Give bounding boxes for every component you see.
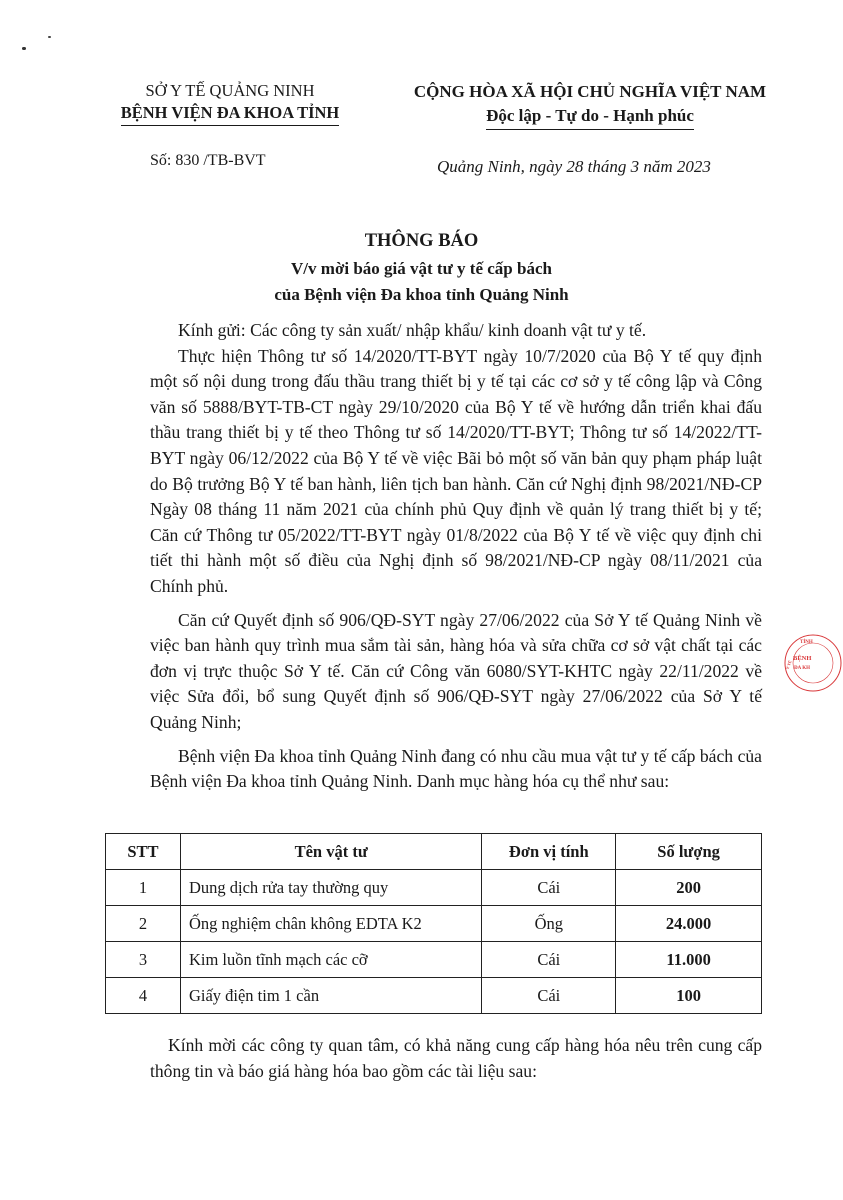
table-row (106, 870, 762, 906)
country-name: CỘNG HÒA XÃ HỘI CHỦ NGHĨA VIỆT NAM (413, 82, 767, 101)
column-header: Đơn vị tính (482, 834, 616, 870)
stamp-text-bottom: ĐA KH (794, 666, 810, 671)
items-table (105, 833, 762, 1014)
cell-item-name: Ống nghiệm chân không EDTA K2 (180, 906, 481, 942)
table-row (106, 906, 762, 942)
body-paragraph: Căn cứ Quyết định số 906/QĐ-SYT ngày 27/06/2022 của Sở Y tế Quảng Ninh về việc ban hành quy trình mua sắm tài sản, hàng hóa và sửa chữa cơ sở vật chất tại các đơn vị trực thuộc Sở Y tế. Căn cứ Công văn 6080/SYT-KHTC ngày 22/11/2022 về việc Sửa đổi, bổ sung Quyết định số 906/QĐ-SYT ngày 27/06/2022 của Sở Y tế Quảng Ninh; (150, 609, 762, 732)
cell-quantity: 100 (616, 978, 762, 1014)
subject-line-2: của Bệnh viện Đa khoa tỉnh Quảng Ninh (274, 285, 569, 304)
document-body (150, 318, 762, 795)
cell-unit: Cái (482, 870, 616, 906)
cell-unit: Cái (482, 978, 616, 1014)
cell-unit: Cái (482, 942, 616, 978)
issuing-organization (95, 80, 365, 126)
stamp-text-mid: BỆNH (793, 655, 812, 662)
scan-speck (48, 36, 51, 38)
stamp-text-top: TỈNH (800, 640, 813, 645)
document-date: Quảng Ninh, ngày 28 tháng 3 năm 2023 (437, 157, 711, 176)
cell-quantity: 11.000 (616, 942, 762, 978)
cell-stt: 3 (106, 942, 181, 978)
stamp-text-side: Y TẾ (784, 659, 793, 670)
cell-item-name: Kim luồn tĩnh mạch các cỡ (180, 942, 481, 978)
national-motto: Độc lập - Tự do - Hạnh phúc (486, 104, 694, 130)
cell-quantity: 24.000 (616, 906, 762, 942)
cell-stt: 4 (106, 978, 181, 1014)
document-subject (0, 256, 843, 308)
subject-line-1: V/v mời báo giá vật tư y tế cấp bách (291, 259, 552, 278)
org-parent: SỞ Y TẾ QUẢNG NINH (145, 81, 315, 100)
cell-stt: 1 (106, 870, 181, 906)
closing-paragraph (150, 1033, 762, 1084)
salutation: Kính gửi: Các công ty sản xuất/ nhập khẩu/ kinh doanh vật tư y tế. (178, 320, 647, 340)
cell-quantity: 200 (616, 870, 762, 906)
document-title: THÔNG BÁO (364, 231, 479, 251)
column-header: Số lượng (616, 834, 762, 870)
body-paragraph: Thực hiện Thông tư số 14/2020/TT-BYT ngày 10/7/2020 của Bộ Y tế quy định một số nội dung trong đấu thầu trang thiết bị y tế tại các cơ sở y tế công lập và Công văn số 5888/BYT-TB-CT ngày 29/10/2020 của Bộ Y tế về hướng dẫn triển khai đấu thầu trang thiết bị y tế theo Thông tư số 14/2020/TT-BYT; Thông tư số 14/2022/TT-BYT ngày 06/12/2022 của Bộ Y tế về việc Bãi bỏ một số văn bản quy phạm pháp luật do Bộ trưởng Bộ Y tế ban hành, liên tịch ban hành. Căn cứ Nghị định 98/2021/NĐ-CP Ngày 08 tháng 11 năm 2021 của chính phủ Quy định về quản lý trang thiết bị y tế; Căn cứ Thông tư 05/2022/TT-BYT ngày 01/8/2022 của Bộ Y tế về việc quy định chi tiết thi hành một số điều của Nghị định số 98/2021/NĐ-CP ngày 08/11/2021 của Chính phủ. (150, 345, 762, 596)
cell-unit: Ống (482, 906, 616, 942)
national-heading (380, 80, 800, 130)
org-name: BỆNH VIỆN ĐA KHOA TỈNH (121, 102, 340, 126)
cell-item-name: Giấy điện tim 1 cần (180, 978, 481, 1014)
official-stamp (783, 603, 843, 723)
scan-speck (22, 47, 26, 50)
table-row (106, 942, 762, 978)
cell-item-name: Dung dịch rửa tay thường quy (180, 870, 481, 906)
column-header: STT (106, 834, 181, 870)
column-header: Tên vật tư (180, 834, 481, 870)
table-header-row (106, 834, 762, 870)
table-row (106, 978, 762, 1014)
cell-stt: 2 (106, 906, 181, 942)
document-number: Số: 830 /TB-BVT (150, 152, 266, 169)
body-paragraph: Bệnh viện Đa khoa tỉnh Quảng Ninh đang có nhu cầu mua vật tư y tế cấp bách của Bệnh viện Đa khoa tỉnh Quảng Ninh. Danh mục hàng hóa cụ thể như sau: (150, 745, 762, 792)
closing-text: Kính mời các công ty quan tâm, có khả năng cung cấp hàng hóa nêu trên cung cấp thông tin và báo giá hàng hóa bao gồm các tài liệu sau: (150, 1035, 762, 1081)
